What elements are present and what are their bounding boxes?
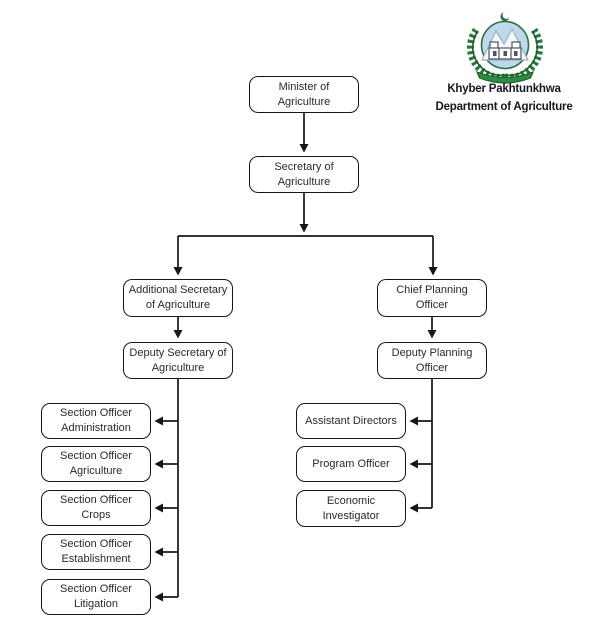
org-node-label: Chief Planning xyxy=(396,284,468,297)
org-node-label: Officer xyxy=(415,299,449,311)
org-node-label: Officer xyxy=(415,361,449,374)
org-node-label: Section Officer xyxy=(60,494,132,507)
org-node-label: Investigator xyxy=(322,509,380,522)
org-node-label: Agriculture xyxy=(277,95,331,108)
org-node-deputy-secretary xyxy=(123,342,233,379)
org-node-assistant-directors xyxy=(296,403,406,439)
org-node-label: Section Officer xyxy=(60,450,132,463)
org-node-label: Deputy Secretary of xyxy=(129,346,227,359)
org-node-label: Secretary of xyxy=(274,160,334,173)
org-node-label: Establishment xyxy=(61,553,131,565)
org-node-label: Litigation xyxy=(73,598,119,610)
org-node-section-officer-agriculture xyxy=(41,446,151,482)
org-node-label: Deputy Planning xyxy=(391,346,473,359)
org-node-label: Agriculture xyxy=(69,465,123,477)
org-node-label: Agriculture xyxy=(277,175,331,188)
org-node-label: Section Officer xyxy=(60,407,132,420)
org-node-additional-secretary xyxy=(123,279,233,317)
org-node-section-officer-litigation xyxy=(41,579,151,615)
brand-name-line1: Khyber Pakhtunkhwa xyxy=(447,83,561,95)
org-node-section-officer-crops xyxy=(41,490,151,526)
org-node-label: Administration xyxy=(61,422,131,434)
org-node-section-officer-establishment xyxy=(41,534,151,570)
org-node-label: Assistant Directors xyxy=(305,414,397,427)
org-node-label: Additional Secretary xyxy=(128,284,228,297)
org-node-secretary xyxy=(249,156,359,193)
khyber-pakhtunkhwa-emblem-icon xyxy=(455,8,555,86)
org-node-label: Minister of xyxy=(278,80,330,93)
org-node-label: Crops xyxy=(81,509,111,521)
brand-text-block xyxy=(418,84,590,119)
org-node-label: Program Officer xyxy=(312,457,390,470)
org-node-program-officer xyxy=(296,446,406,482)
org-node-minister xyxy=(249,76,359,113)
brand-name-line2: Department of Agriculture xyxy=(435,100,573,113)
org-node-deputy-planning-officer xyxy=(377,342,487,379)
org-node-section-officer-administration xyxy=(41,403,151,439)
org-node-label: Agriculture xyxy=(151,361,205,374)
org-node-label: Section Officer xyxy=(60,538,132,551)
org-node-label: Economic xyxy=(326,494,376,507)
org-node-economic-investigator xyxy=(296,490,406,527)
org-node-chief-planning-officer xyxy=(377,279,487,317)
org-node-label: Section Officer xyxy=(60,583,132,596)
org-node-label: of Agriculture xyxy=(145,299,211,311)
